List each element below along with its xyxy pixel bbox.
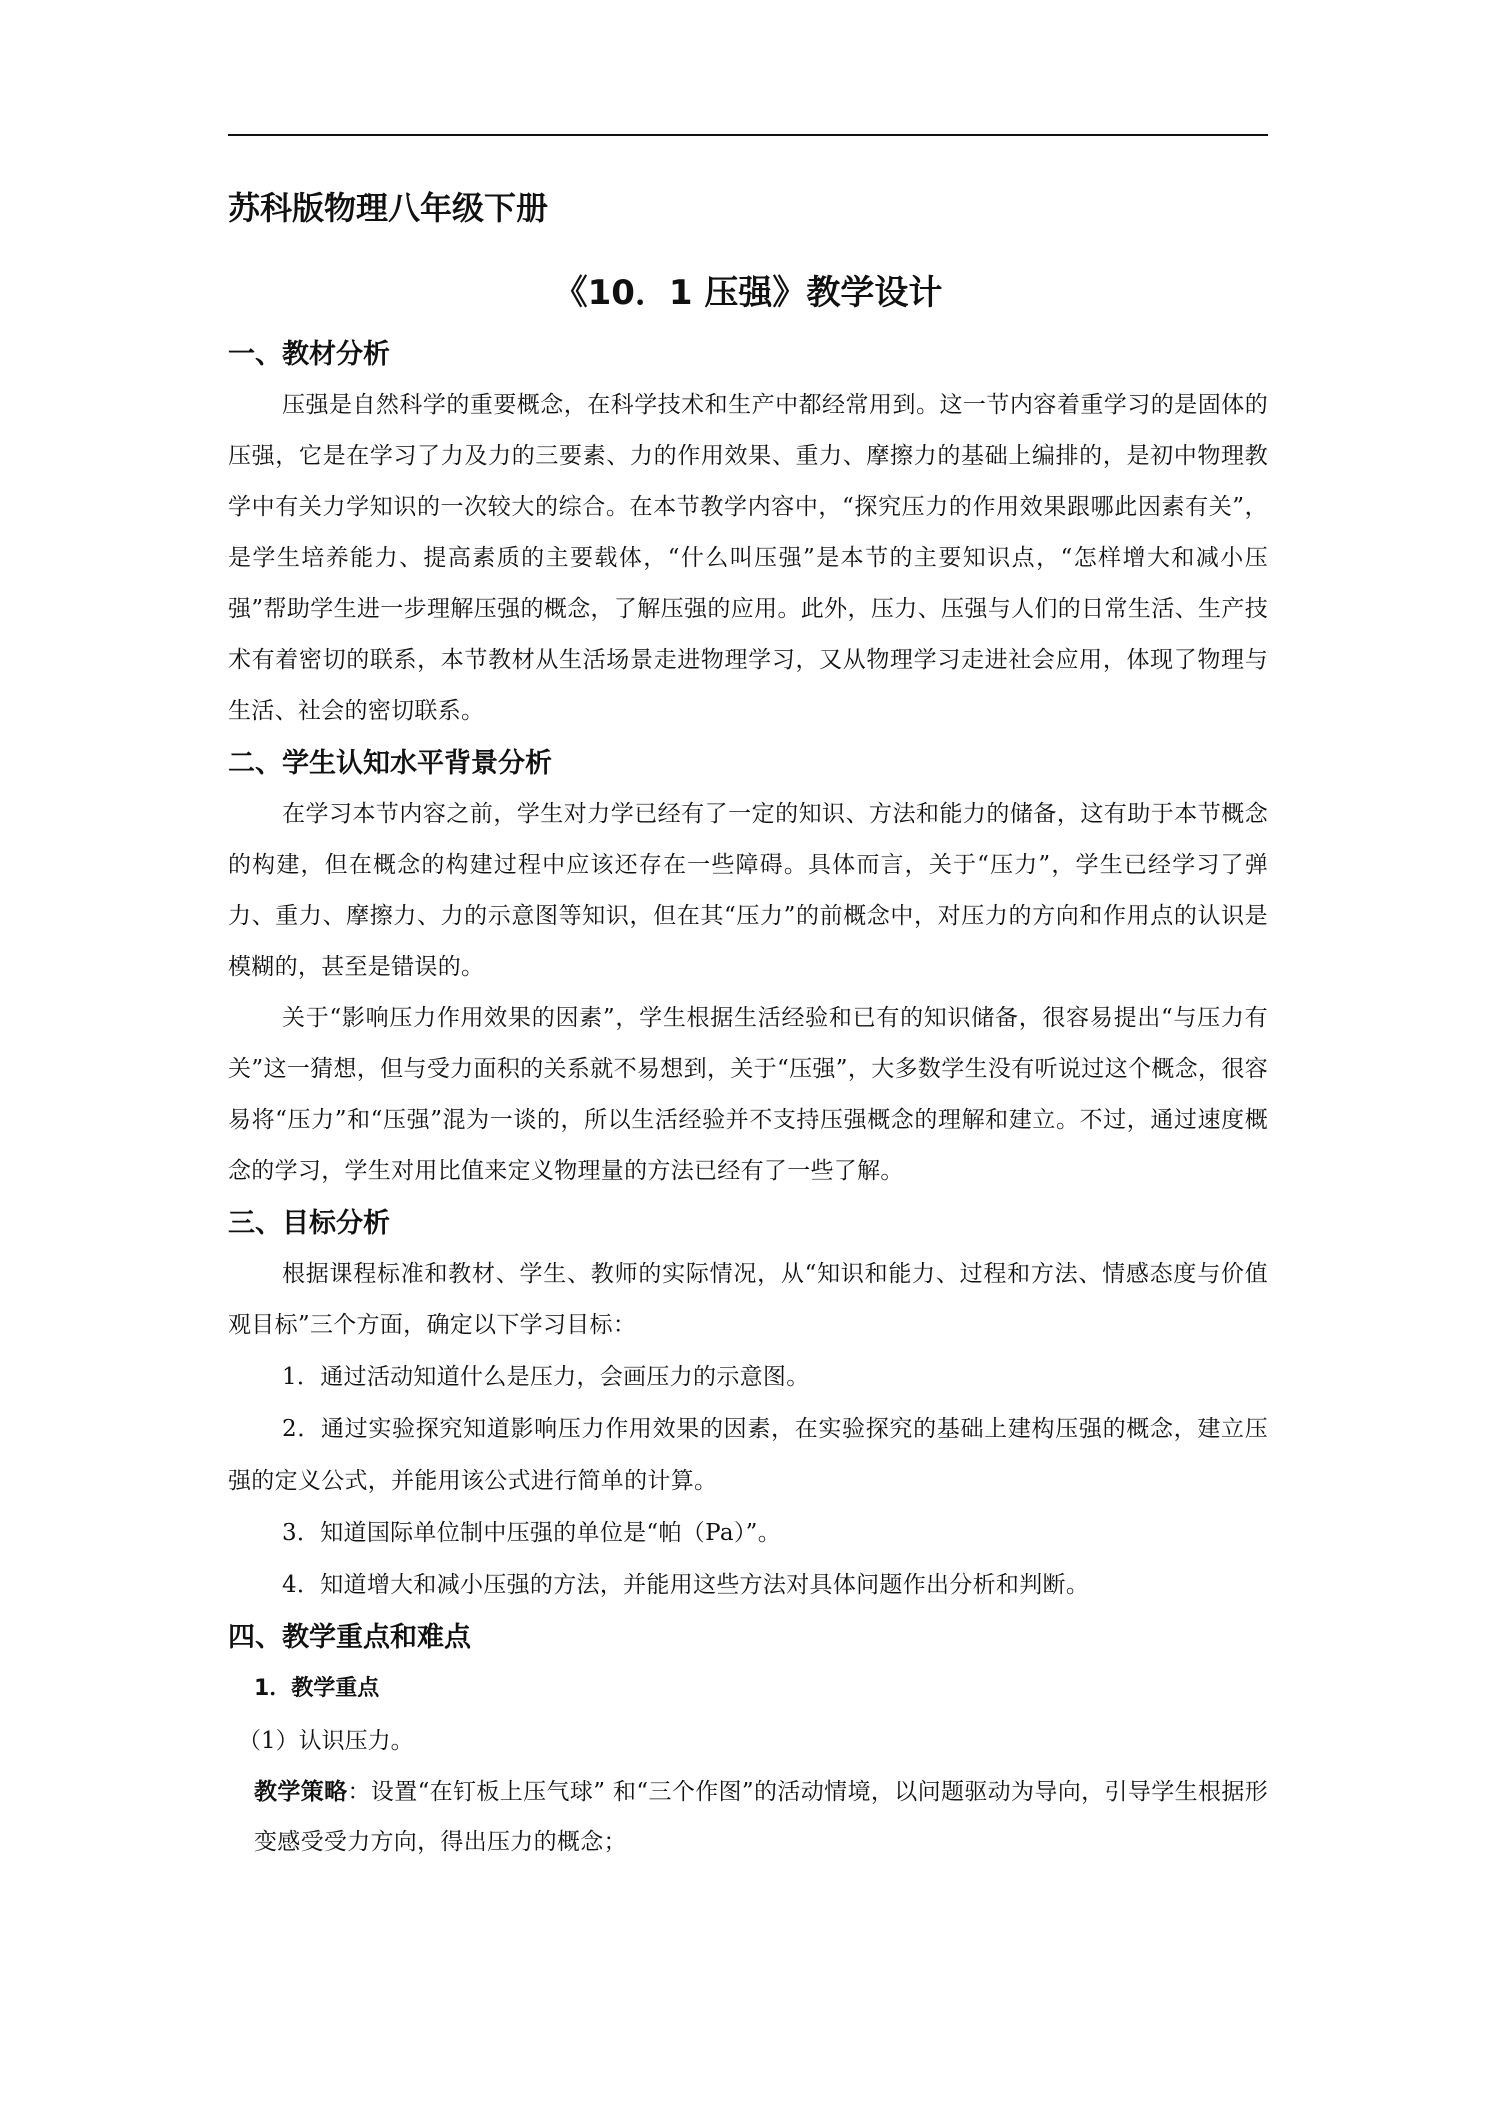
- paragraph: 压强是自然科学的重要概念，在科学技术和生产中都经常用到。这一节内容着重学习的是固体的压强，它是在学习了力及力的三要素、力的作用效果、重力、摩擦力的基础上编排的，是初中物理教学中有关力学知识的一次较大的综合。在本节教学内容中，“探究压力的作用效果跟哪此因素有关”，是学生培养能力、提高素质的主要载体，“什么叫压强”是本节的主要知识点，“怎样增大和减小压强”帮助学生进一步理解压强的概念，了解压强的应用。此外，压力、压强与人们的日常生活、生产技术有着密切的联系，本节教材从生活场景走进物理学习，又从物理学习走进社会应用，体现了物理与生活、社会的密切联系。: [228, 392, 1268, 724]
- goal-item: 3．知道国际单位制中压强的单位是“帕（Pa）”。: [282, 1520, 782, 1546]
- section-heading-student-analysis: 二、学生认知水平背景分析: [228, 748, 552, 779]
- paragraph: 根据课程标准和教材、学生、教师的实际情况，从“知识和能力、过程和方法、情感态度与价值观目标”三个方面，确定以下学习目标：: [228, 1261, 1268, 1338]
- section-heading-goal-analysis: 三、目标分析: [228, 1208, 390, 1239]
- sub-item: （1）认识压力。: [238, 1728, 414, 1754]
- strategy-text: ：设置“在钉板上压气球” 和“三个作图”的活动情境，以问题驱动为导向，引导学生根据形变感受受力方向，得出压力的概念；: [254, 1779, 1268, 1855]
- subheading-teaching-focus: 1．教学重点: [254, 1676, 380, 1701]
- document-body: [228, 180, 1268, 1867]
- goal-item: 2．通过实验探究知道影响压力作用效果的因素，在实验探究的基础上建构压强的概念，建立压强的定义公式，并能用该公式进行简单的计算。: [228, 1416, 1268, 1494]
- section-heading-textbook-analysis: 一、教材分析: [228, 339, 390, 370]
- document-title: 《10．1 压强》教学设计: [553, 273, 943, 313]
- header-rule: [228, 134, 1268, 136]
- paragraph: 在学习本节内容之前，学生对力学已经有了一定的知识、方法和能力的储备，这有助于本节概念的构建，但在概念的构建过程中应该还存在一些障碍。具体而言，关于“压力”，学生已经学习了弹力、重力、摩擦力、力的示意图等知识，但在其“压力”的前概念中，对压力的方向和作用点的认识是模糊的，甚至是错误的。: [228, 801, 1268, 980]
- series-title: 苏科版物理八年级下册: [228, 189, 549, 227]
- paragraph: 关于“影响压力作用效果的因素”，学生根据生活经验和已有的知识储备，很容易提出“与压力有关”这一猜想，但与受力面积的关系就不易想到，关于“压强”，大多数学生没有听说过这个概念，很容易将“压力”和“压强”混为一谈的，所以生活经验并不支持压强概念的理解和建立。不过，通过速度概念的学习，学生对用比值来定义物理量的方法已经有了一些了解。: [228, 1005, 1268, 1184]
- section-heading-key-points: 四、教学重点和难点: [228, 1622, 471, 1653]
- teaching-strategy: [228, 1767, 1268, 1867]
- goal-item: 4．知道增大和减小压强的方法，并能用这些方法对具体问题作出分析和判断。: [282, 1572, 1090, 1598]
- strategy-label: 教学策略: [254, 1779, 348, 1805]
- goal-item: 1．通过活动知道什么是压力，会画压力的示意图。: [282, 1364, 810, 1390]
